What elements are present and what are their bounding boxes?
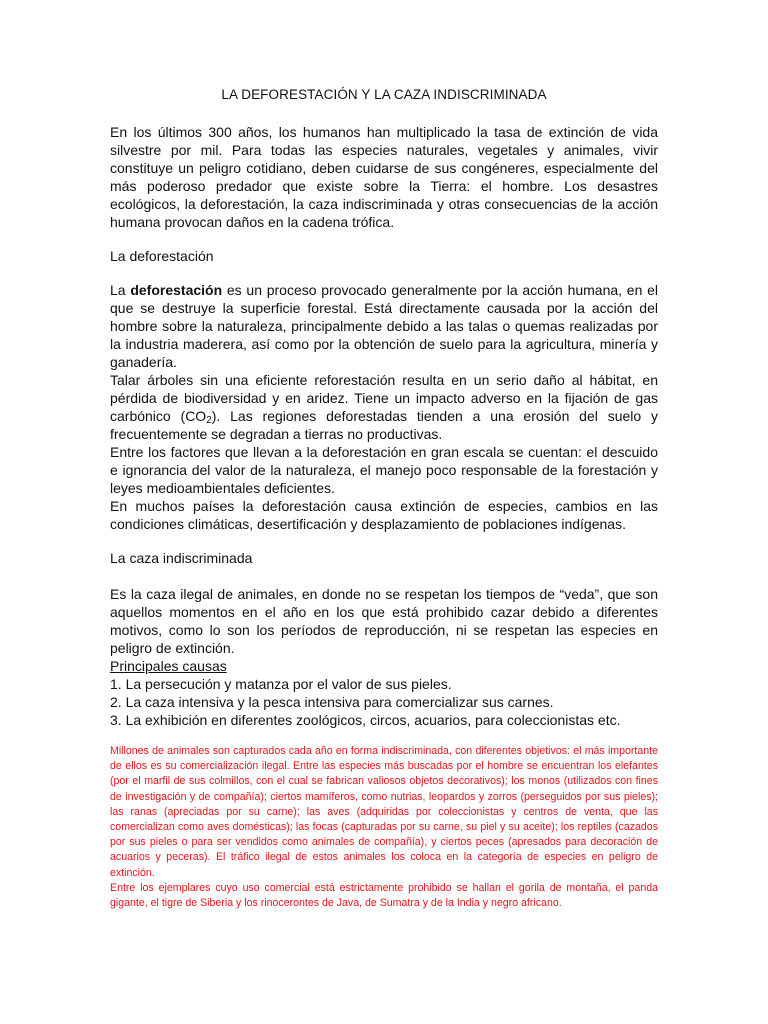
cause-item: 1. La persecución y matanza por el valor de sus pieles. <box>110 676 452 692</box>
deforestacion-paragraph-1 <box>110 281 658 371</box>
red-note-paragraph-2: Entre los ejemplares cuyo uso comercial está estrictamente prohibido se hallan el gorila de montaña, el panda gigante, el tigre de Siberia y los rinocerontes de Java, de Sumatra y de la India y negro africano. <box>110 881 658 910</box>
intro-text: En los últimos 300 años, los humanos han multiplicado la tasa de extinción de vida silvestre por mil. Para todas las especies naturales, vegetales y animales, vivir constituye un peligro cotidiano, deben cuidarse de sus congéneres, especialmente del más poderoso predador que existe sobre la Tierra: el hombre. Los desastres ecológicos, la deforestación, la caza indiscriminada y otras consecuencias de la acción humana provocan daños en la cadena trófica. <box>110 124 658 230</box>
paragraph-before: Talar árboles sin una eficiente reforestación resulta en un serio daño al hábitat, en pérdida de biodiversidad y en aridez. Tiene un impacto adverso en la fijación de gas carbónico (CO <box>110 372 658 424</box>
deforestacion-paragraph-4: En muchos países la deforestación causa extinción de especies, cambios en las condiciones climáticas, desertificación y desplazamiento de poblaciones indígenas. <box>110 498 658 532</box>
causes-heading: Principales causas <box>110 658 227 674</box>
paragraph-lead: La <box>110 282 131 298</box>
caza-paragraph-1: Es la caza ilegal de animales, en donde no se respetan los tiempos de “veda”, que son aquellos momentos en el año en los que está prohibido cazar debido a diferentes motivos, como lo son los períodos de reproducción, ni se respetan las especies en peligro de extinción. <box>110 586 658 656</box>
intro-paragraph <box>110 123 658 231</box>
section-heading-caza: La caza indiscriminada <box>110 550 253 566</box>
subscript-2: 2 <box>206 415 212 426</box>
bold-term: deforestación <box>130 282 223 298</box>
document-title: LA DEFORESTACIÓN Y LA CAZA INDISCRIMINADA <box>221 87 547 102</box>
deforestacion-paragraph-2 <box>110 371 658 443</box>
paragraph-rest: es un proceso provocado generalmente por la acción humana, en el que se destruye la superficie forestal. Está directamente causada por la acción del hombre sobre la naturaleza, principalmente debido a las talas o quemas realizadas por la industria maderera, así como por la obtención de suelo para la agricultura, minería y ganadería. <box>110 282 659 370</box>
cause-item: 3. La exhibición en diferentes zoológicos, circos, acuarios, para coleccionistas etc. <box>110 712 621 728</box>
caza-body <box>110 585 658 657</box>
cause-item: 2. La caza intensiva y la pesca intensiva para comercializar sus carnes. <box>110 694 554 710</box>
paragraph-after: ). Las regiones deforestadas tienden a una erosión del suelo y frecuentemente se degradan a tierras no productivas. <box>110 408 658 442</box>
red-note-paragraph-1: Millones de animales son capturados cada año en forma indiscriminada, con diferentes objetivos: el más importante de ellos es su comercialización ilegal. Entre las especies más buscadas por el hombre se encuentran los elefantes (por el marfil de sus colmillos, con el cual se fabrican valiosos objetos decorativos); los monos (utilizados con fines de investigación y de compañía); ciertos mamíferos, como nutrias, leopardos y zorros (perseguidos por sus pieles); las ranas (apreciadas por su carne); las aves (adquiridas por coleccionistas y centros de venta, que las comercializan como aves domésticas); las focas (capturadas por su carne, su piel y su aceite); los reptiles (cazados por sus pieles o para ser vendidos como animales de compañía), y ciertos peces (apresados para decoración de acuarios y peceras). El tráfico ilegal de estos animales los coloca en la categoría de especies en peligro de extinción. <box>110 745 658 879</box>
deforestacion-paragraph-3: Entre los factores que llevan a la deforestación en gran escala se cuentan: el descuido e ignorancia del valor de la naturaleza, el manejo poco responsable de la forestación y leyes medioambientales deficientes. <box>110 444 658 496</box>
red-note <box>110 744 658 911</box>
section-heading-deforestacion: La deforestación <box>110 248 214 264</box>
causes-list <box>110 657 658 729</box>
deforestacion-body <box>110 281 658 533</box>
